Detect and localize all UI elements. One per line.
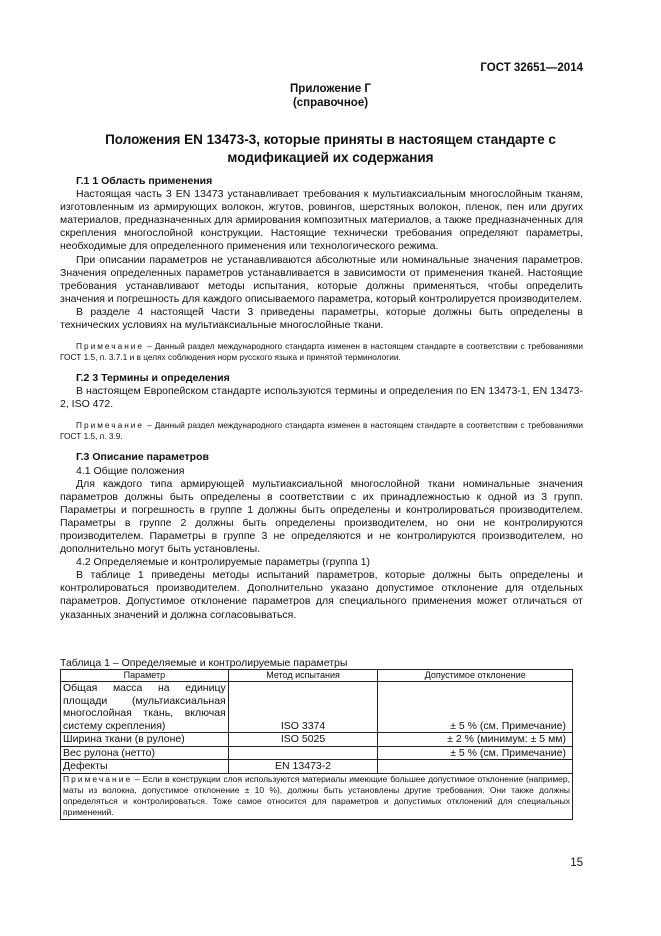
table-cell — [228, 746, 378, 760]
subsection-heading: 4.1 Общие положения — [76, 464, 185, 477]
paragraph: В разделе 4 настоящей Части 3 приведены параметры, которые должны быть определены в технических условиях на мультиаксиальные многослойные ткани. — [60, 305, 583, 332]
paragraph: В таблице 1 приведены методы испытаний параметров, которые должны быть определены и контролироваться производителем. Дополнительно указано допустимое отклонение для отдельных параметров. Допустимое отклонение параметров для специального применения может отличаться от указанных значений и должна согласовываться. — [60, 569, 583, 621]
annex-title: Приложение Г — [290, 83, 371, 95]
subsection-heading: 4.2 Определяемые и контролируемые параметры (группа 1) — [76, 556, 370, 569]
table-cell: ± 5 % (см. Примечание) — [378, 746, 573, 760]
table-cell: Ширина ткани (в рулоне) — [61, 733, 229, 747]
paragraph: Для каждого типа армирующей мультиаксиальной многослойной ткани номинальные значения параметров должны быть определены в соответствии с их принадлежностью к одной из 3 групп. Параметры и погрешность в группе 1 должны быть определены и контролироваться производителем. Параметры в группе 2 должны быть определены производителем, но они не контролируются производителем. Параметры в группе 3 не определяются и не контролируются производителем, но дополнительно могут быть установлены. — [60, 477, 583, 556]
table-cell: ISO 3374 — [228, 682, 378, 733]
table-header-cell: Параметр — [61, 670, 229, 682]
paragraph: В настоящем Европейском стандарте используются термины и определения по EN 13473-1, EN 13473-2, ISO 472. — [60, 385, 583, 411]
paragraph: Настоящая часть 3 EN 13473 устанавливает требования к мультиаксиальным многослойным тканям, изготовленным из армирующих волокон, жгутов, ровингов, шерстяных волокон, пленок, пен или других материалов, предназначенных для армирования композитных материалов, а также предназначенных для скрепления многослойной конструкции. Настоящие технически требования определяют параметры, необходимые для определенного применения или технологического режима. — [60, 188, 583, 253]
paragraph: При описании параметров не устанавливаются абсолютные или номинальные значения параметров. Значения определенных параметров устанавливается в зависимости от применения тканей. Настоящие требования устанавливают методы испытания, которые должны применяться, чтобы определить значения и погрешность для каждого описываемого параметра, который контролируется производителем. — [60, 253, 583, 305]
section-heading-terms: Г.2 3 Термины и определения — [76, 372, 230, 385]
page-number: 15 — [570, 857, 583, 869]
table-caption: Таблица 1 – Определяемые и контролируемые параметры — [60, 657, 348, 669]
parameters-table-block — [60, 657, 573, 820]
table-cell: ISO 5025 — [228, 733, 378, 747]
note — [60, 420, 583, 442]
parameters-table — [60, 669, 573, 820]
table-row — [61, 746, 573, 760]
standard-code: ГОСТ 32651—2014 — [480, 62, 583, 74]
table-cell: ± 5 % (см. Примечание) — [378, 682, 573, 733]
table-note — [61, 773, 573, 819]
table-row — [61, 733, 573, 747]
table-cell: Общая масса на единицу площади (мультиаксиальная многослойная ткань, включая систему скрепления) — [61, 682, 229, 733]
table-header-cell: Допустимое отклонение — [378, 670, 573, 682]
table-cell: Вес рулона (нетто) — [61, 746, 229, 760]
note-text: – Если в конструкции слоя используются материалы имеющие большее допустимое отклонение (например, маты из волокна, допустимое отклонение ± 10 %), должны быть установлены другие требования. Они также должны определяться и контролироваться. Тоже самое относится для параметров и допустимых отклонений для специальных применений. — [63, 773, 570, 818]
main-title: Положения EN 13473-3, которые приняты в настоящем стандарте с модификацией их содержания — [105, 132, 556, 165]
note — [60, 341, 583, 363]
section-heading-parameters: Г.3 Описание параметров — [76, 451, 209, 464]
annex-kind: (справочное) — [292, 97, 369, 109]
table-cell: Дефекты — [61, 760, 229, 774]
table-cell: ± 2 % (минимум: ± 5 мм) — [378, 733, 573, 747]
document-body — [60, 175, 583, 622]
table-cell — [378, 760, 573, 774]
table-row — [61, 760, 573, 774]
note-label: Примечание — [76, 420, 145, 431]
section-heading-scope: Г.1 1 Область применения — [76, 175, 213, 187]
table-row — [61, 682, 573, 733]
annex-heading — [0, 82, 661, 110]
note-text: – Данный раздел международного стандарта изменен в настоящем стандарте в соответствии с требованиями ГОСТ 1.5, п. 3.9. — [60, 420, 583, 442]
note-text: – Данный раздел международного стандарта изменен в настоящем стандарте в соответствии с требованиями ГОСТ 1.5, п. 3.7.1 и в целях соблюдения норм русского языка и принятой терминологии. — [60, 341, 583, 363]
table-cell: EN 13473-2 — [228, 760, 378, 774]
note-label: Примечание — [63, 773, 133, 784]
note-label: Примечание — [76, 341, 145, 352]
table-header-cell: Метод испытания — [228, 670, 378, 682]
table-header-row — [61, 670, 573, 682]
table-note-row — [61, 773, 573, 819]
